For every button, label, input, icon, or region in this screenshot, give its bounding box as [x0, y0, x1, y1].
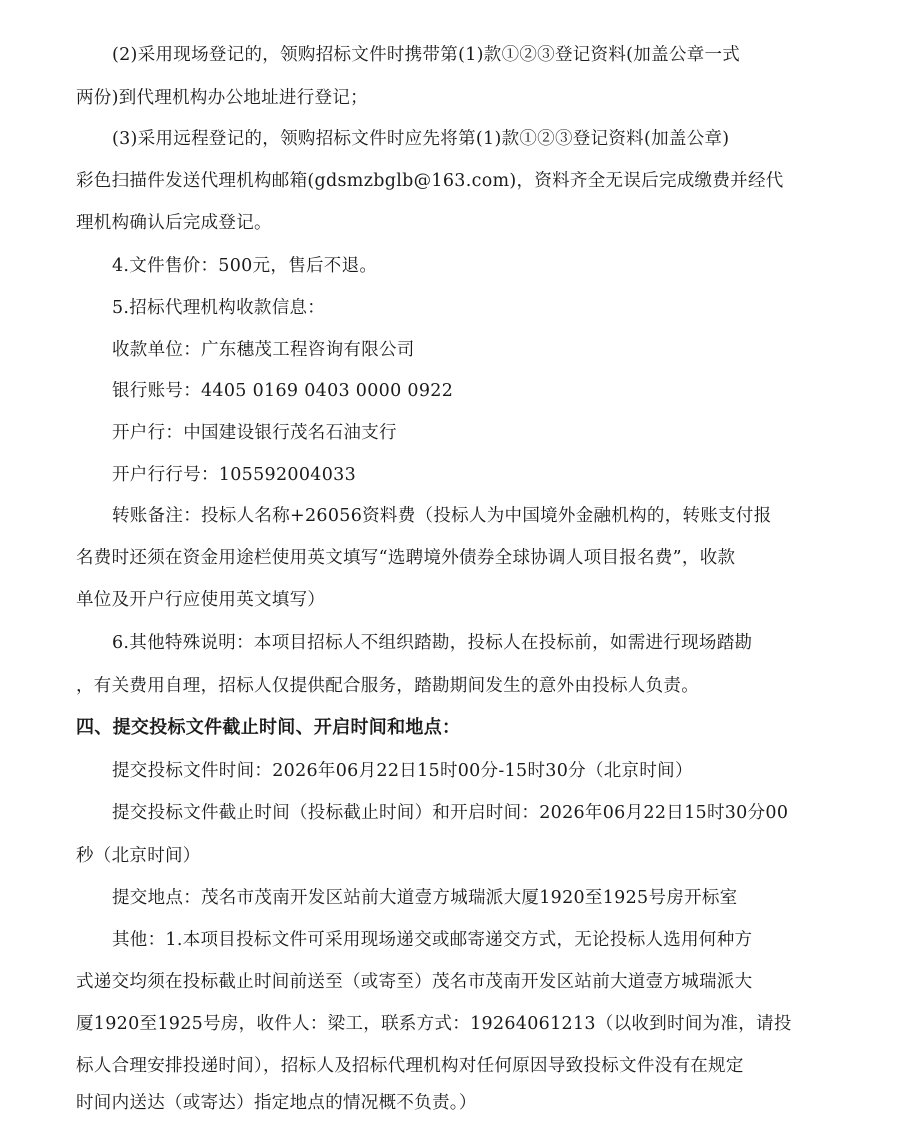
- text-line: 提交投标文件截止时间（投标截止时间）和开启时间：2026年06月22日15时30分00: [112, 803, 789, 823]
- text-line: 银行账号：4405 0169 0403 0000 0922: [112, 381, 454, 401]
- text-line: 开户行行号：105592004033: [112, 465, 357, 485]
- text-line: ，有关费用自理，招标人仅提供配合服务，踏勘期间发生的意外由投标人负责。: [76, 676, 699, 696]
- text-line: 提交投标文件时间：2026年06月22日15时00分-15时30分（北京时间）: [112, 761, 693, 781]
- text-line: 其他：1.本项目投标文件可采用现场递交或邮寄递交方式，无论投标人选用何种方: [112, 930, 753, 950]
- text-line: 标人合理安排投递时间），招标人及招标代理机构对任何原因导致投标文件没有在规定: [76, 1056, 744, 1076]
- text-line: 时间内送达（或寄达）指定地点的情况概不负责。）: [76, 1093, 477, 1113]
- text-line: 收款单位：广东穗茂工程咨询有限公司: [112, 340, 415, 360]
- text-line: 厦1920至1925号房，收件人：梁工，联系方式：19264061213（以收到时间为准，请投: [76, 1014, 792, 1034]
- text-line: 4.文件售价：500元，售后不退。: [112, 256, 378, 276]
- text-line: 转账备注：投标人名称+26056资料费（投标人为中国境外金融机构的，转账支付报: [112, 506, 772, 526]
- section-heading: 四、提交投标文件截止时间、开启时间和地点：: [76, 717, 461, 738]
- text-line: 理机构确认后完成登记。: [76, 213, 272, 233]
- text-line: 两份)到代理机构办公地址进行登记；: [76, 88, 368, 108]
- text-line: 名费时还须在资金用途栏使用英文填写“选聘境外债券全球协调人项目报名费”，收款: [76, 548, 736, 568]
- text-line: 开户行：中国建设银行茂名石油支行: [112, 423, 397, 443]
- text-line: (3)采用远程登记的，领购招标文件时应先将第(1)款①②③登记资料(加盖公章): [112, 129, 730, 149]
- text-line: (2)采用现场登记的，领购招标文件时携带第(1)款①②③登记资料(加盖公章一式: [112, 45, 741, 65]
- text-line: 5.招标代理机构收款信息：: [112, 298, 326, 318]
- text-line: 提交地点：茂名市茂南开发区站前大道壹方城瑞派大厦1920至1925号房开标室: [112, 888, 738, 908]
- text-line: 6.其他特殊说明：本项目招标人不组织踏勘，投标人在投标前，如需进行现场踏勘: [112, 633, 753, 653]
- text-line: 式递交均须在投标截止时间前送至（或寄至）茂名市茂南开发区站前大道壹方城瑞派大: [76, 972, 753, 992]
- text-line: 秒（北京时间）: [76, 846, 201, 866]
- text-line: 单位及开户行应使用英文填写）: [76, 590, 326, 610]
- text-line: 彩色扫描件发送代理机构邮箱(gdsmzbglb@163.com)，资料齐全无误后完成缴费并经代: [76, 171, 784, 191]
